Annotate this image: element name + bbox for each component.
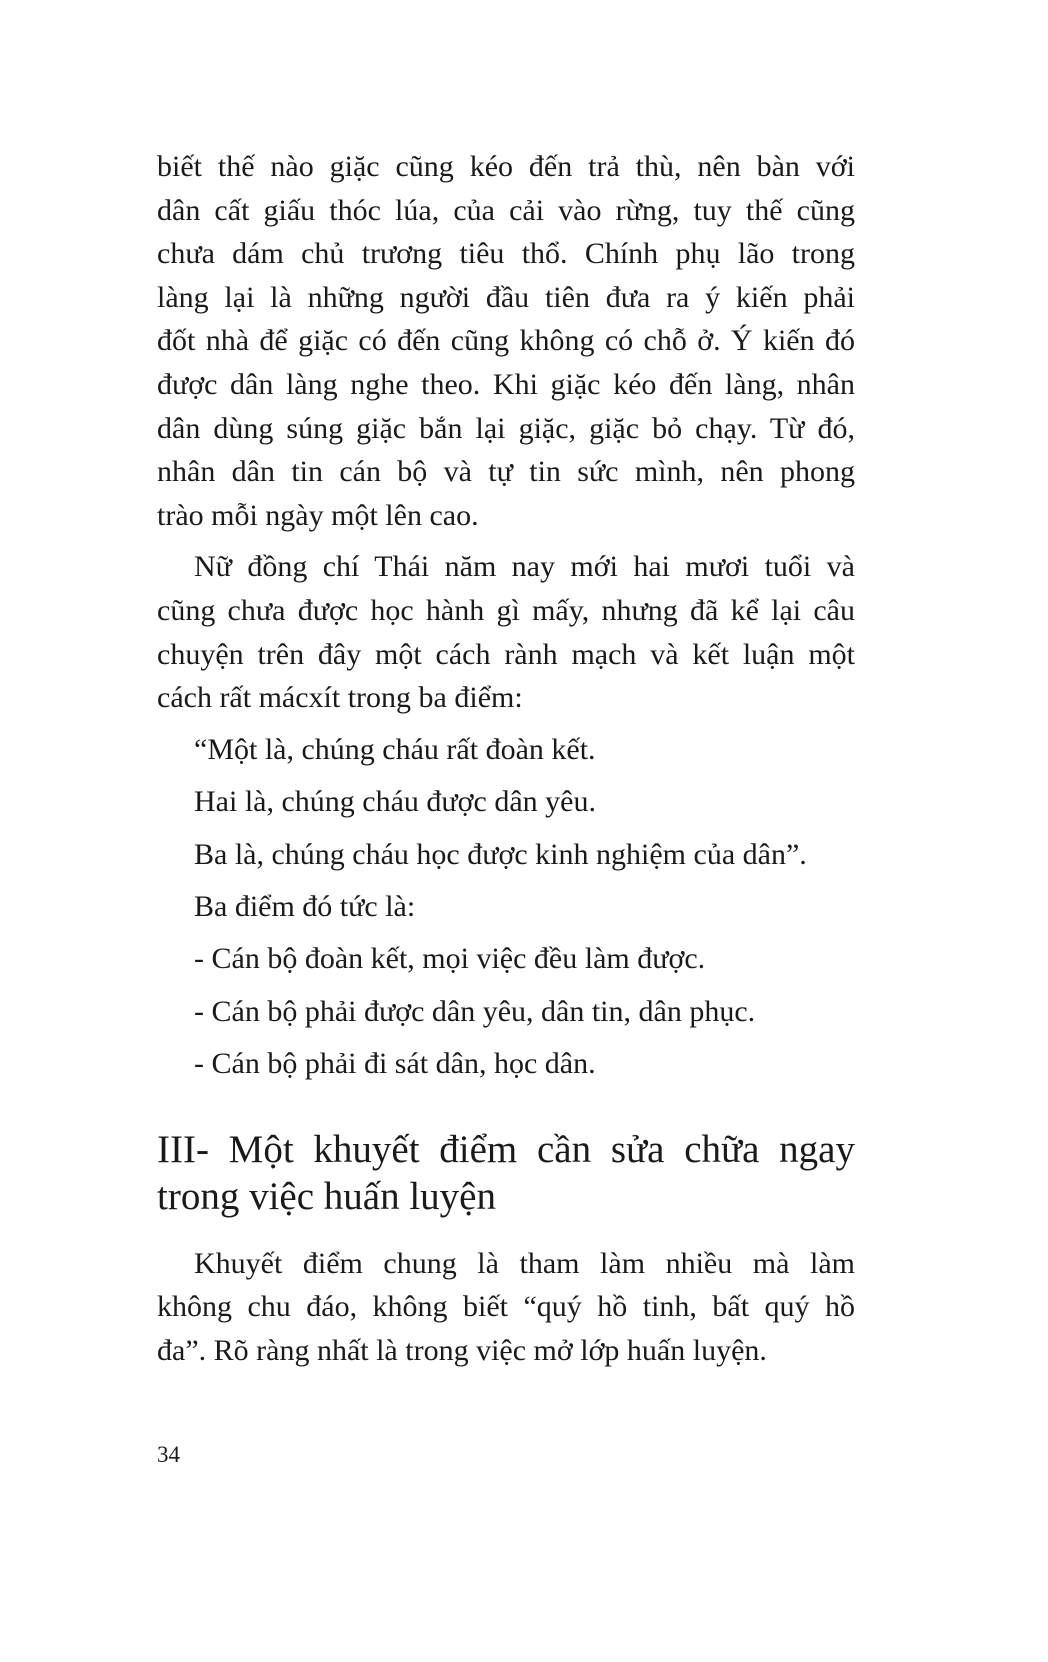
list-item: - Cán bộ đoàn kết, mọi việc đều làm được. [194, 942, 706, 976]
section-heading [157, 1126, 855, 1220]
text-line: cũng chưa được học hành gì mấy, nhưng đã kể lại câu [157, 593, 855, 627]
page-body [157, 145, 855, 1380]
text-line: chuyện trên đây một cách rành mạch và kết luận một [157, 637, 855, 671]
text-line: không chu đáo, không biết “quý hồ tinh, bất quý hồ [157, 1290, 855, 1324]
text-line: nhân dân tin cán bộ và tự tin sức mình, nên phong [157, 455, 855, 489]
text-line: biết thế nào giặc cũng kéo đến trả thù, nên bàn với [157, 150, 855, 183]
paragraph-2 [157, 545, 855, 719]
text-line: trào mỗi ngày một lên cao. [157, 498, 479, 532]
paragraph-3 [157, 1242, 855, 1373]
text-line: cách rất mácxít trong ba điểm: [157, 681, 523, 715]
text-line: Nữ đồng chí Thái năm nay mới hai mươi tuổi và [194, 550, 855, 584]
list-item: - Cán bộ phải đi sát dân, học dân. [194, 1047, 596, 1081]
heading-line: III- Một khuyết điểm cần sửa chữa ngay [157, 1127, 855, 1171]
text-line: dân dùng súng giặc bắn lại giặc, giặc bỏ chạy. Từ đó, [157, 411, 855, 445]
text-line: chưa dám chủ trương tiêu thổ. Chính phụ lão trong [157, 237, 855, 271]
list-item: - Cán bộ phải được dân yêu, dân tin, dân phục. [194, 994, 756, 1028]
text-line: đa”. Rõ ràng nhất là trong việc mở lớp huấn luyện. [157, 1333, 767, 1367]
text-line: Khuyết điểm chung là tham làm nhiều mà làm [194, 1246, 855, 1280]
quote-line: Ba là, chúng cháu học được kinh nghiệm của dân”. [194, 837, 807, 871]
conclusion-list [157, 728, 855, 1086]
page-number: 34 [157, 1442, 180, 1467]
text-line: được dân làng nghe theo. Khi giặc kéo đến làng, nhân [157, 367, 855, 401]
text-line: dân cất giấu thóc lúa, của cải vào rừng, tuy thế cũng [157, 193, 855, 227]
text-line: đốt nhà để giặc có đến cũng không có chỗ ở. Ý kiến đó [157, 324, 855, 358]
paragraph-1 [157, 145, 855, 537]
quote-line: “Một là, chúng cháu rất đoàn kết. [194, 732, 596, 766]
quote-line: Hai là, chúng cháu được dân yêu. [194, 785, 596, 819]
heading-line: trong việc huấn luyện [157, 1174, 496, 1218]
text-line: làng lại là những người đầu tiên đưa ra ý kiến phải [157, 280, 855, 314]
text-line: Ba điểm đó tức là: [194, 889, 416, 923]
